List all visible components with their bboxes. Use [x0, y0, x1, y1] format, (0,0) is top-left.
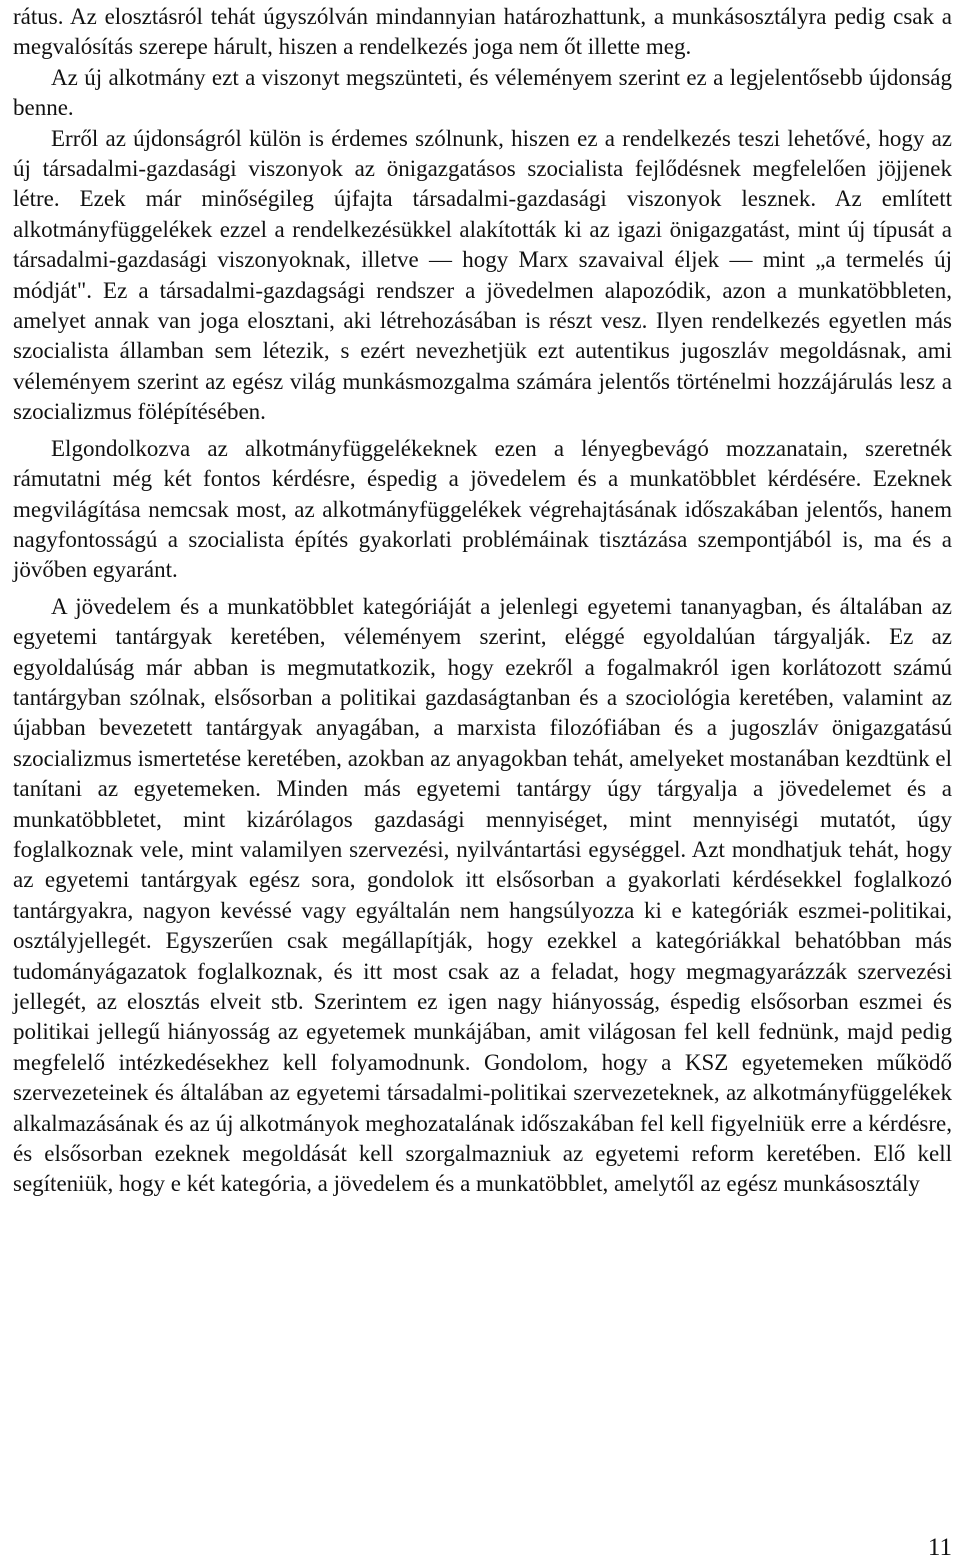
paragraph: A jövedelem és a munkatöbblet kategóriáját a jelenlegi egyetemi tananyagban, és általában az egyetemi tantárgyak keretében, véleményem szerint, eléggé egyoldalúan tárgyalják. Ez az egyoldalúság már abban is megmutatkozik, hogy ezekről a fogalmakról igen korlátozott számú tantárgyban szólnak, elsősorban a politikai gazdaságtanban és a szociológia keretében, valamint az újabban bevezetett tantárgyak anyagában, a marxista filozófiában és a jugoszláv önigazgatású szocializmus ismertetése keretében, azokban az anyagokban tehát, amelyeket mostanában kezdtünk el tanítani az egyetemeken. Minden más egyetemi tantárgy úgy tárgyalja a jövedelemet és a munkatöbbletet, mint kizárólagos gazdasági mennyiséget, mint mennyiségi mutatót, úgy foglalkoznak vele, mint valamilyen szervezési, nyilvántartási egységgel. Azt mondhatjuk tehát, hogy az egyetemi tantárgyak egész sora, gondolok itt elsősorban a gyakorlati kérdésekkel foglalkozó tantárgyakra, nagyon kevéssé vagy egyáltalán nem hangsúlyozza ki e kategóriák eszmei-politikai, osztályjellegét. Egyszerűen csak megállapítják, hogy ezekkel a kategóriákkal behatóbban más tudományágazatok foglalkoznak, és itt most csak az a feladat, hogy megmagyarázzák szervezési jellegét, az elosztás elveit stb. Szerintem ez igen nagy hiányosság, éspedig elsősorban eszmei és politikai jellegű hiányosság az egyetemek munkájában, amit világosan fel kell fednünk, majd pedig megfelelő intézkedésekhez kell folyamodnunk. Gondolom, hogy a KSZ egyetemeken működő szervezeteinek és általában az egyetemi társadalmi-politikai szervezeteknek, az alkotmányfüggelékek alkalmazásának és az új alkotmányok meghozatalának időszakában fel kell figyelniük erre a kérdésre, és elsősorban ezeknek megoldását kell szorgalmazniuk az egyetemi reform keretében. Elő kell segíteniük, hogy e két kategória, a jövedelem és a munkatöbblet, amelytől az egész munkásosztály: [13, 593, 952, 1197]
document-page: [13, 2, 952, 1200]
paragraph: Az új alkotmány ezt a viszonyt megszünteti, és véleményem szerint ez a legjelentősebb újdonság benne.: [13, 64, 952, 121]
paragraph: Erről az újdonságról külön is érdemes szólnunk, hiszen ez a rendelkezés teszi lehetővé, hogy az új társadalmi-gazdasági viszonyok az önigazgatásos szocialista fejlődésnek megfelelően jöjjenek létre. Ezek már minőségileg újfajta társadalmi-gazdasági viszonyok lesznek. Az említett alkotmányfüggelékek ezzel a rendelkezésükkel alakították ki az igazi önigazgatást, mint új típusát a társadalmi-gazdasági viszonyoknak, illetve — hogy Marx szavaival éljek — mint „a termelés új módját". Ez a társadalmi-gazdagsági rendszer a jövedelmen alapozódik, azon a munkatöbbleten, amelyet annak van joga elosztani, aki létrehozásában is részt vesz. Ilyen rendelkezés egyetlen más szocialista államban sem létezik, s ezért nevezhetjük ezt autentikus jugoszláv megoldásnak, ami véleményem szerint az egész világ munkásmozgalma számára jelentős történelmi hozzájárulás lesz a szocializmus fölépítésében.: [13, 125, 952, 425]
paragraph-continuation: rátus. Az elosztásról tehát úgyszólván mindannyian határozhattunk, a munkásosztályra pedig csak a megvalósítás szerepe hárult, hiszen a rendelkezés joga nem őt illette meg.: [13, 4, 952, 60]
page-number: 11: [927, 1534, 952, 1561]
paragraph: Elgondolkozva az alkotmányfüggelékeknek ezen a lényegbevágó mozzanatain, szeretnék rámutatni még két fontos kérdésre, éspedig a jövedelem és a munkatöbblet kérdésére. Ezeknek megvilágítása nemcsak most, az alkotmányfüggelékek végrehajtásának időszakában jelentős, hanem nagyfontosságú a szocialista építés gyakorlati problémáinak tisztázása szempontjából is, ma és a jövőben egyaránt.: [13, 435, 952, 583]
